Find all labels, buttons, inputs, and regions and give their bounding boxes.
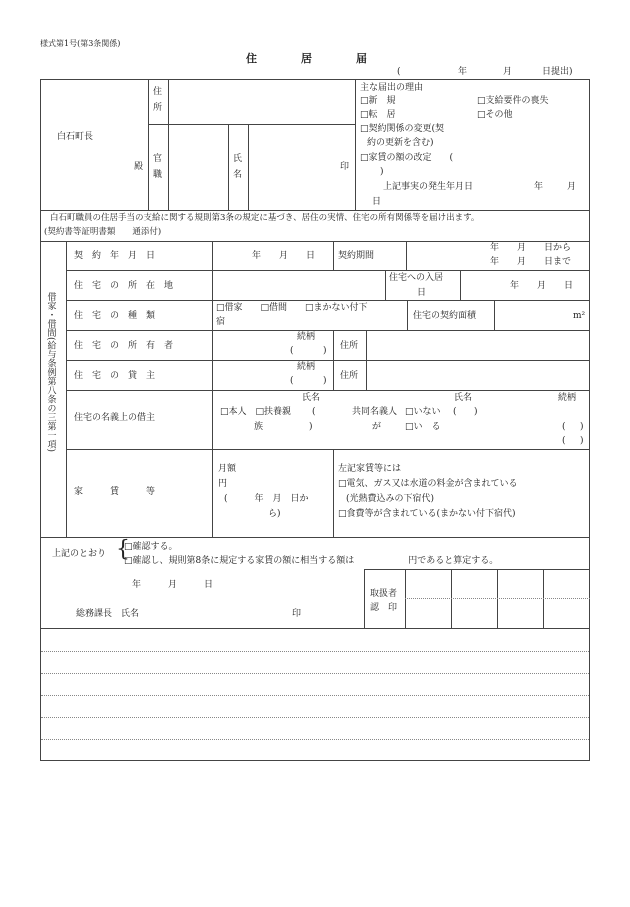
move-in-label-2: 日 <box>417 288 427 298</box>
position-label-2: 職 <box>153 170 163 180</box>
reason-new-checkbox[interactable]: □新 規 <box>360 96 396 106</box>
memo-line <box>41 739 589 740</box>
name-label-2: 名 <box>233 170 243 180</box>
reason-move-checkbox[interactable]: □転 居 <box>360 110 396 120</box>
handler-label-1: 取扱者 <box>370 589 398 599</box>
statement-line-1: 白石町職員の住居手当の支給に関する規則第3条の規定に基づき、居住の実情、住宅の所有関係等を届け出ます。 <box>50 213 480 223</box>
memo-line <box>41 717 589 718</box>
side-label: 借家・借間(給与条例第八条の三第一項) <box>45 292 56 453</box>
owner-address-label: 住所 <box>340 341 359 351</box>
floor-area-unit: m² <box>573 311 586 321</box>
co-nominee-none-checkbox[interactable]: □いない <box>405 407 441 417</box>
meals-included-checkbox[interactable]: □食費等が含まれている(まかない付下宿代) <box>338 509 516 519</box>
contract-period-to: 年 月 日まで <box>490 257 572 267</box>
contract-period-from: 年 月 日から <box>490 243 572 253</box>
house-type-options[interactable]: □借家 □借間 □まかない付下 <box>216 303 368 313</box>
confirm-option-1[interactable]: □確認する。 <box>124 542 178 552</box>
reason-rent-checkbox[interactable]: □家賃の額の改定 ( <box>360 153 454 163</box>
reason-contract-checkbox[interactable]: □契約関係の変更(契 <box>360 124 445 134</box>
owner-label: 住 宅 の 所 有 者 <box>74 341 174 351</box>
page-title: 住 居 届 <box>246 52 367 65</box>
location-label: 住 宅 の 所 在 地 <box>74 281 174 291</box>
move-in-label-1: 住宅への入居 <box>389 273 444 283</box>
form-number: 様式第1号(第3条関係) <box>40 39 121 48</box>
floor-area-label: 住宅の契約面積 <box>413 311 477 321</box>
nominal-tenant-label: 住宅の名義上の借主 <box>74 413 156 423</box>
position-label-1: 官 <box>153 154 163 164</box>
landlord-label: 住 宅 の 貸 主 <box>74 371 156 381</box>
contract-date-label: 契 約 年 月 日 <box>74 251 156 261</box>
seal-label: 印 <box>340 162 350 172</box>
contract-period-label: 契約期間 <box>338 251 375 261</box>
confirm-date: 年 月 日 <box>132 580 214 590</box>
contract-date-value: 年 月 日 <box>252 251 316 261</box>
memo-line <box>41 673 589 674</box>
reason-other-checkbox[interactable]: □その他 <box>477 110 513 120</box>
address-label-2: 所 <box>153 103 163 113</box>
confirm-lead: 上記のとおり <box>52 549 107 559</box>
statement-line-2: (契約書等証明書類 通添付) <box>44 227 162 237</box>
house-type-label: 住 宅 の 種 類 <box>74 311 156 321</box>
chief-name-label: 総務課長 氏名 <box>76 609 140 619</box>
handler-label-2: 認 印 <box>370 603 398 613</box>
chief-seal-label: 印 <box>292 609 302 619</box>
reason-loss-checkbox[interactable]: □支給要件の喪失 <box>477 96 549 106</box>
co-nominee-exists-checkbox[interactable]: □い る <box>405 422 441 432</box>
memo-line <box>41 651 589 652</box>
memo-line <box>41 695 589 696</box>
dono-label: 殿 <box>134 162 144 172</box>
confirm-option-2[interactable]: □確認し、規則第8条に規定する家賃の額に相当する額は 円であると算定する。 <box>124 556 499 566</box>
name-label-1: 氏 <box>233 154 243 164</box>
landlord-address-label: 住所 <box>340 371 359 381</box>
address-label-1: 住 <box>153 87 163 97</box>
tenant-self-options[interactable]: □本人 □扶養親 <box>220 407 292 417</box>
rent-label: 家 賃 等 <box>74 487 156 497</box>
move-in-date: 年 月 日 <box>510 281 574 291</box>
addressee: 白石町長 <box>57 132 94 142</box>
utility-included-checkbox[interactable]: □電気、ガス又は水道の料金が含まれている <box>338 479 518 489</box>
